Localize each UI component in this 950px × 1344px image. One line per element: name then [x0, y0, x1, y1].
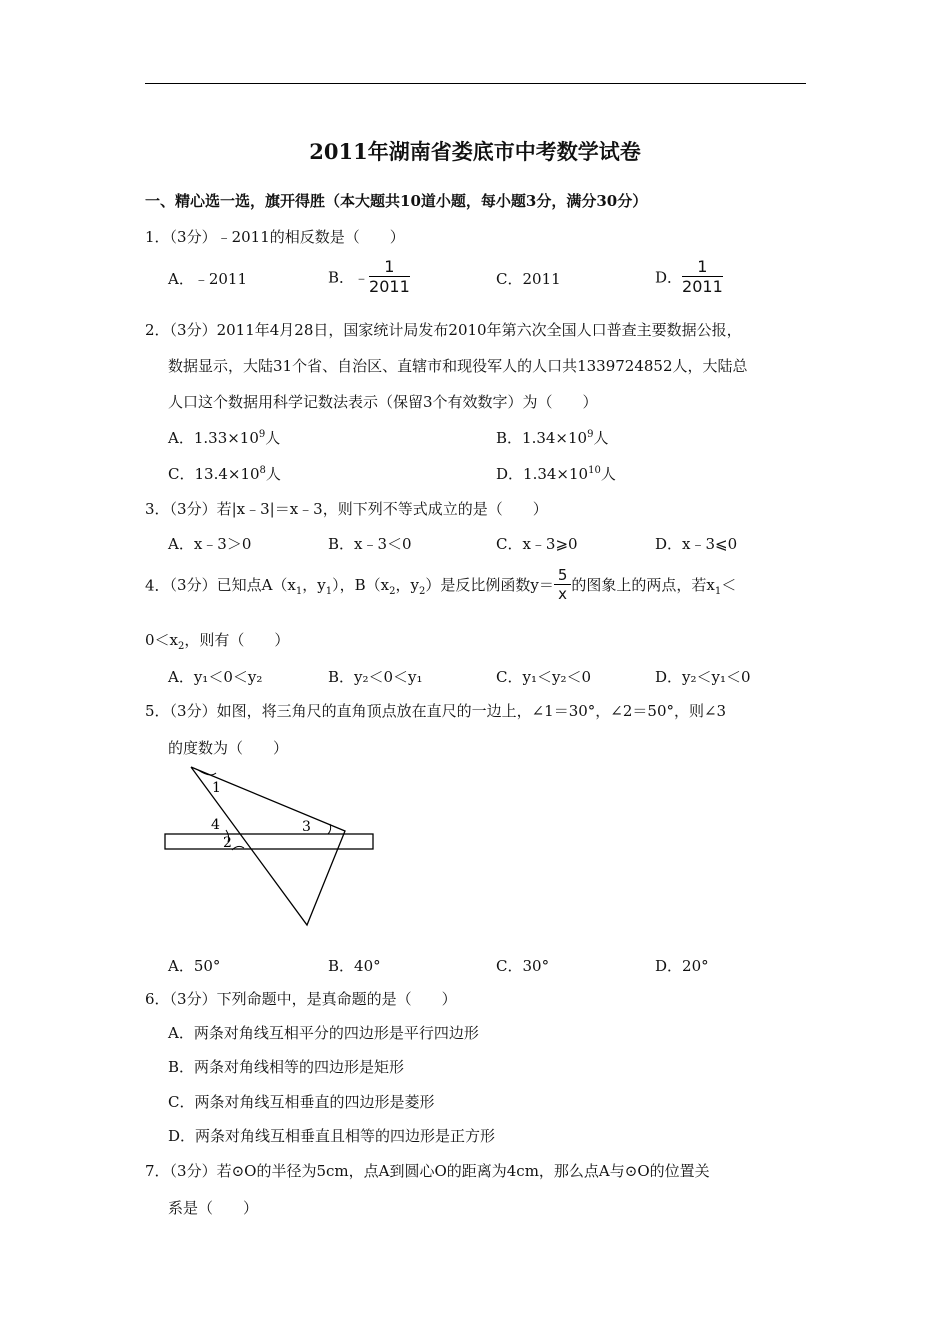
ruler: [165, 834, 373, 849]
question-text: （3分）﹣2011的相反数是（ ）: [169, 228, 405, 246]
q4-option-a: A．y₁＜0＜y₂: [168, 668, 263, 686]
question-5: [145, 700, 726, 721]
q6-option-a: A．两条对角线互相平分的四边形是平行四边形: [168, 1024, 479, 1042]
q4-option-b: B．y₂＜0＜y₁: [328, 668, 423, 686]
q6-option-d: D．两条对角线互相垂直且相等的四边形是正方形: [168, 1127, 496, 1145]
question-number: 5．: [145, 702, 170, 720]
question-text-line-3: 人口这个数据用科学记数法表示（保留3个有效数字）为（ ）: [168, 393, 598, 411]
q6-option-b: B．两条对角线相等的四边形是矩形: [168, 1058, 405, 1076]
header-rule: [145, 83, 806, 84]
q4-option-d: D．y₂＜y₁＜0: [655, 668, 751, 686]
q2-option-a: A．$1.33\times 10^9$人: [168, 429, 281, 447]
question-4: 4．（3分）已知点$A(x_1$，$y_1$），$B(x_2$，$y_2$）是反比例函数y＝ $\frac{5}{x}$ 的图象上的两点，若$x_1<$: [145, 566, 737, 603]
angle-3-arc: [328, 824, 331, 834]
q2-option-b: B．$1.34\times 10^9$人: [496, 429, 609, 447]
question-number: 1．: [145, 228, 170, 246]
q3-option-d: D．x﹣3⩽0: [655, 535, 738, 553]
q1-option-d: D． $\frac{1}{2011}$: [655, 257, 723, 296]
angle-label: 2: [223, 835, 232, 851]
q5-option-d: D．20°: [655, 957, 709, 975]
question-text-line-1: （3分）如图，将三角尺的直角顶点放在直尺的一边上，∠1＝30°，∠2＝50°，则∠3: [169, 702, 727, 720]
question-7: [145, 1160, 710, 1181]
question-text-line-1: （3分）2011年4月28日，国家统计局发布2010年第六次全国人口普查主要数据公报，: [169, 321, 742, 339]
angle-label: 3: [302, 819, 311, 835]
question-number: 6．: [145, 990, 170, 1008]
question-number: 7．: [145, 1162, 170, 1180]
section-heading: 一、精心选一选，旗开得胜（本大题共10道小题，每小题3分，满分30分）: [145, 192, 648, 210]
fraction: $\frac{1}{2011}$: [369, 257, 410, 296]
question-text-line-2: 的度数为（ ）: [168, 739, 289, 757]
question-6: [145, 988, 457, 1009]
question-3: [145, 498, 548, 519]
question-text-line-2: $0<x_2$，则有（ ）: [145, 631, 290, 652]
q3-option-b: B．x﹣3＜0: [328, 535, 412, 553]
question-number: 4．: [145, 576, 170, 595]
q1-option-c: C．2011: [496, 270, 561, 288]
q4-option-c: C．y₁＜y₂＜0: [496, 668, 591, 686]
q1-option-b: B．﹣ $\frac{1}{2011}$: [328, 257, 410, 296]
question-number: 3．: [145, 500, 170, 518]
question-1: [145, 226, 405, 247]
q5-option-c: C．30°: [496, 957, 550, 975]
angle-label: 1: [212, 780, 221, 796]
q5-option-a: A．50°: [168, 957, 221, 975]
triangle-ruler-figure: [160, 760, 385, 930]
q6-option-c: C．两条对角线互相垂直的四边形是菱形: [168, 1093, 435, 1111]
page-title: 2011年湖南省娄底市中考数学试卷: [309, 139, 641, 164]
fraction: $\frac{1}{2011}$: [682, 257, 723, 296]
q3-option-c: C．x﹣3⩾0: [496, 535, 578, 553]
angle-label: 4: [211, 817, 220, 833]
question-2: [145, 319, 742, 340]
question-text-line-1: （3分）若⊙O的半径为5cm，点A到圆心O的距离为4cm，那么点A与⊙O的位置关: [169, 1162, 710, 1180]
fraction: $\frac{5}{x}$: [554, 568, 572, 602]
q2-option-d: D．$1.34\times 10^{10}$人: [496, 465, 616, 483]
question-text-line-2: 数据显示，大陆31个省、自治区、直辖市和现役军人的人口共1339724852人，大陆总: [168, 357, 748, 375]
q1-option-a: A．﹣2011: [168, 270, 248, 288]
question-text: （3分）下列命题中，是真命题的是（ ）: [169, 990, 457, 1008]
question-text: （3分）若|x﹣3|＝x﹣3，则下列不等式成立的是（ ）: [169, 500, 548, 518]
question-number: 2．: [145, 321, 170, 339]
q3-option-a: A．x﹣3＞0: [168, 535, 252, 553]
q5-option-b: B．40°: [328, 957, 381, 975]
q2-option-c: C．$13.4\times 10^8$人: [168, 465, 281, 483]
question-text-line-2: 系是（ ）: [168, 1199, 259, 1217]
